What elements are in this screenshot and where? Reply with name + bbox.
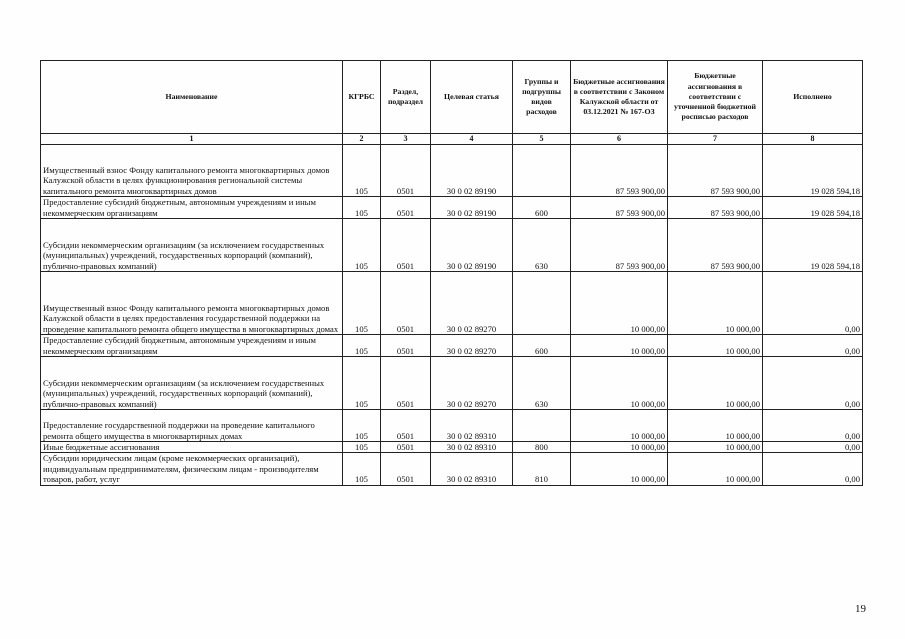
cell-refined: 10 000,00 xyxy=(668,410,763,442)
cell-article: 30 0 02 89190 xyxy=(431,145,513,197)
cell-article: 30 0 02 89190 xyxy=(431,219,513,272)
cell-law: 87 593 900,00 xyxy=(571,197,668,219)
cell-done: 19 028 594,18 xyxy=(763,197,863,219)
cell-kgrbs: 105 xyxy=(343,219,381,272)
table-row xyxy=(41,453,863,485)
table-header xyxy=(41,61,863,145)
cell-name: Предоставление государственной поддержки на проведение капитального ремонта общего имущества в многоквартирных домах xyxy=(41,410,343,442)
cell-kgrbs: 105 xyxy=(343,197,381,219)
table-row xyxy=(41,197,863,219)
cell-article: 30 0 02 89270 xyxy=(431,272,513,335)
cell-group: 600 xyxy=(513,335,571,357)
cell-razdel: 0501 xyxy=(381,357,431,410)
table-body xyxy=(41,145,863,486)
cell-name: Субсидии юридическим лицам (кроме некоммерческих организаций), индивидуальным предпринимателям, физическим лицам - производителям товаров, работ, услуг xyxy=(41,453,343,485)
table-row xyxy=(41,145,863,197)
table-row xyxy=(41,410,863,442)
table-row xyxy=(41,357,863,410)
cell-razdel: 0501 xyxy=(381,145,431,197)
cell-kgrbs: 105 xyxy=(343,145,381,197)
col-number: 8 xyxy=(763,134,863,145)
cell-done: 0,00 xyxy=(763,357,863,410)
table-row xyxy=(41,442,863,453)
cell-name: Предоставление субсидий бюджетным, автономным учреждениям и иным некоммерческим организациям xyxy=(41,197,343,219)
cell-kgrbs: 105 xyxy=(343,410,381,442)
header-name: Наименование xyxy=(41,61,343,134)
col-number: 1 xyxy=(41,134,343,145)
header-article: Целевая статья xyxy=(431,61,513,134)
header-refined: Бюджетные ассигнования в соответствии с уточненной бюджетной росписью расходов xyxy=(668,61,763,134)
cell-name: Имущественный взнос Фонду капитального ремонта многоквартирных домов Калужской области в целях предоставления государственной поддержки на проведение капитального ремонта общего имущества в многоквартирных домах xyxy=(41,272,343,335)
cell-article: 30 0 02 89310 xyxy=(431,453,513,485)
cell-law: 87 593 900,00 xyxy=(571,219,668,272)
cell-done: 0,00 xyxy=(763,272,863,335)
cell-name: Предоставление субсидий бюджетным, автономным учреждениям и иным некоммерческим организациям xyxy=(41,335,343,357)
cell-kgrbs: 105 xyxy=(343,357,381,410)
cell-done: 0,00 xyxy=(763,442,863,453)
cell-law: 10 000,00 xyxy=(571,272,668,335)
cell-article: 30 0 02 89310 xyxy=(431,410,513,442)
cell-razdel: 0501 xyxy=(381,197,431,219)
cell-group xyxy=(513,145,571,197)
cell-kgrbs: 105 xyxy=(343,335,381,357)
cell-kgrbs: 105 xyxy=(343,272,381,335)
cell-done: 0,00 xyxy=(763,335,863,357)
header-kgrbs: КГРБС xyxy=(343,61,381,134)
cell-refined: 87 593 900,00 xyxy=(668,145,763,197)
page-number: 19 xyxy=(855,603,866,615)
col-number: 5 xyxy=(513,134,571,145)
cell-law: 10 000,00 xyxy=(571,335,668,357)
cell-article: 30 0 02 89310 xyxy=(431,442,513,453)
cell-name: Субсидии некоммерческим организациям (за исключением государственных (муниципальных) учреждений, государственных корпораций (компаний), публично-правовых компаний) xyxy=(41,357,343,410)
budget-table xyxy=(40,60,863,486)
cell-kgrbs: 105 xyxy=(343,453,381,485)
col-number: 2 xyxy=(343,134,381,145)
cell-refined: 87 593 900,00 xyxy=(668,197,763,219)
cell-law: 10 000,00 xyxy=(571,357,668,410)
cell-refined: 87 593 900,00 xyxy=(668,219,763,272)
cell-razdel: 0501 xyxy=(381,272,431,335)
cell-name: Субсидии некоммерческим организациям (за исключением государственных (муниципальных) учреждений, государственных корпораций (компаний), публично-правовых компаний) xyxy=(41,219,343,272)
cell-done: 0,00 xyxy=(763,453,863,485)
cell-razdel: 0501 xyxy=(381,453,431,485)
cell-done: 0,00 xyxy=(763,410,863,442)
cell-group xyxy=(513,272,571,335)
cell-group: 800 xyxy=(513,442,571,453)
cell-article: 30 0 02 89270 xyxy=(431,335,513,357)
cell-refined: 10 000,00 xyxy=(668,272,763,335)
header-groups: Группы и подгруппы видов расходов xyxy=(513,61,571,134)
cell-razdel: 0501 xyxy=(381,410,431,442)
cell-article: 30 0 02 89190 xyxy=(431,197,513,219)
table-row xyxy=(41,219,863,272)
cell-refined: 10 000,00 xyxy=(668,357,763,410)
cell-law: 87 593 900,00 xyxy=(571,145,668,197)
cell-kgrbs: 105 xyxy=(343,442,381,453)
cell-group xyxy=(513,410,571,442)
cell-done: 19 028 594,18 xyxy=(763,145,863,197)
header-razdel: Раздел, подраздел xyxy=(381,61,431,134)
cell-law: 10 000,00 xyxy=(571,410,668,442)
cell-razdel: 0501 xyxy=(381,442,431,453)
header-done: Исполнено xyxy=(763,61,863,134)
cell-razdel: 0501 xyxy=(381,335,431,357)
col-number: 6 xyxy=(571,134,668,145)
cell-razdel: 0501 xyxy=(381,219,431,272)
cell-refined: 10 000,00 xyxy=(668,453,763,485)
cell-name: Иные бюджетные ассигнования xyxy=(41,442,343,453)
table-row xyxy=(41,335,863,357)
cell-group: 630 xyxy=(513,357,571,410)
col-number: 4 xyxy=(431,134,513,145)
table-row xyxy=(41,272,863,335)
cell-article: 30 0 02 89270 xyxy=(431,357,513,410)
col-number: 7 xyxy=(668,134,763,145)
cell-refined: 10 000,00 xyxy=(668,442,763,453)
cell-group: 810 xyxy=(513,453,571,485)
cell-law: 10 000,00 xyxy=(571,442,668,453)
cell-name: Имущественный взнос Фонду капитального ремонта многоквартирных домов Калужской области в целях функционирования региональной системы капитального ремонта многоквартирных домов xyxy=(41,145,343,197)
cell-done: 19 028 594,18 xyxy=(763,219,863,272)
cell-group: 630 xyxy=(513,219,571,272)
cell-law: 10 000,00 xyxy=(571,453,668,485)
col-number: 3 xyxy=(381,134,431,145)
header-law: Бюджетные ассигнования в соответствии с Законом Калужской области от 03.12.2021 № 167-ОЗ xyxy=(571,61,668,134)
cell-group: 600 xyxy=(513,197,571,219)
cell-refined: 10 000,00 xyxy=(668,335,763,357)
